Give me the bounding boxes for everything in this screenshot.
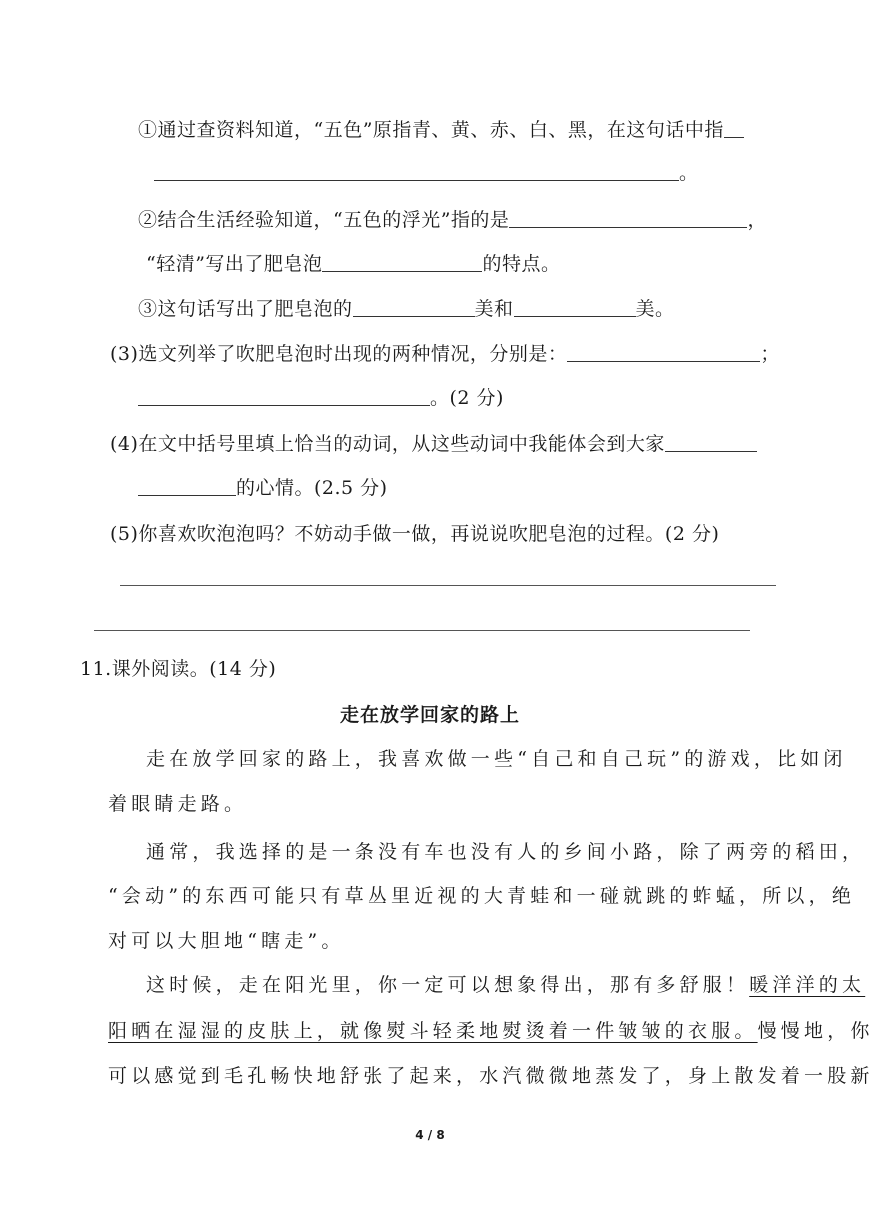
answer-line[interactable]	[94, 630, 750, 631]
q10-2-item3-end: 美。	[635, 298, 675, 320]
passage-p1-line1: 走在放学回家的路上，我喜欢做一些“自己和自己玩”的游戏，比如闭	[146, 748, 847, 770]
q11-heading	[80, 656, 276, 682]
q10-4-line2-end: 的心情。(2.5 分)	[236, 477, 388, 499]
q10-3-line2	[138, 385, 504, 411]
q10-3-text: (3)选文列举了吹肥皂泡时出现的两种情况，分别是：	[110, 343, 568, 365]
passage-p3-plain: 这时候，走在阳光里，你一定可以想象得出，那有多舒服！	[146, 974, 750, 996]
passage-p3-plain2: 慢慢地，你	[757, 1020, 874, 1042]
q10-2-item2b-text: “轻清”写出了肥皂泡	[146, 253, 323, 275]
q10-5-text: (5)你喜欢吹泡泡吗？不妨动手做一做，再说说吹肥皂泡的过程。(2 分)	[110, 523, 720, 545]
passage-p2-line2: “会动”的东西可能只有草丛里近视的大青蛙和一碰就跳的蚱蜢，所以，绝	[108, 885, 856, 907]
q10-3-line2-end: 。(2 分)	[430, 387, 504, 409]
q11-heading-text: 11.课外阅读。(14 分)	[80, 658, 277, 680]
q10-2-item3-text: ③这句话写出了肥皂泡的	[138, 298, 353, 320]
q10-2-item1	[138, 117, 744, 143]
blank-field[interactable]	[724, 117, 744, 138]
q10-3-end: ；	[760, 343, 780, 365]
blank-field[interactable]	[138, 475, 236, 496]
passage-p3-line1	[146, 972, 865, 998]
blank-field[interactable]	[514, 296, 636, 317]
blank-field[interactable]	[665, 431, 757, 452]
q10-2-item2b-end: 的特点。	[482, 253, 561, 275]
blank-field[interactable]	[509, 207, 747, 228]
passage-p3-underlined-end: 阳晒在湿湿的皮肤上，就像熨斗轻柔地熨烫着一件皱皱的衣服。	[108, 1020, 758, 1042]
q10-4	[110, 431, 757, 457]
passage-p2-line1: 通常，我选择的是一条没有车也没有人的乡间小路，除了两旁的稻田，	[146, 841, 866, 863]
q10-2-item2-text: ②结合生活经验知道，“五色的浮光”指的是	[138, 209, 510, 231]
passage-p3-line3: 可以感觉到毛孔畅快地舒张了起来，水汽微微地蒸发了，身上散发着一股新	[108, 1065, 874, 1087]
passage-p2-line3: 对可以大胆地“瞎走”。	[108, 930, 345, 952]
q10-2-item3-mid: 美和	[474, 298, 514, 320]
q10-4-line2	[138, 475, 388, 501]
passage-p1-line2: 着眼睛走路。	[108, 793, 248, 815]
q10-2-item2b	[146, 251, 560, 277]
q10-3	[110, 341, 780, 367]
q10-4-text: (4)在文中括号里填上恰当的动词，从这些动词中我能体会到大家	[110, 433, 665, 455]
blank-field[interactable]	[322, 251, 482, 272]
blank-field[interactable]	[138, 385, 430, 406]
q10-2-item1-text: ①通过查资料知道，“五色”原指青、黄、赤、白、黑，在这句话中指	[138, 119, 724, 141]
answer-line[interactable]	[120, 585, 776, 586]
blank-field[interactable]	[567, 341, 760, 362]
passage-title: 走在放学回家的路上	[339, 704, 520, 726]
q10-2-item2-end: ，	[747, 209, 767, 231]
q10-2-item1-line2	[154, 160, 699, 186]
passage-p3-line2	[108, 1018, 874, 1044]
q10-2-item3	[138, 296, 675, 322]
page-number: 4 / 8	[415, 1128, 445, 1142]
passage-p3-underlined-start: 暖洋洋的太	[749, 974, 866, 996]
blank-field[interactable]	[353, 296, 475, 317]
blank-field[interactable]	[154, 160, 679, 181]
q10-2-item1-end: 。	[679, 162, 699, 184]
q10-2-item2	[138, 207, 767, 233]
q10-5	[110, 521, 719, 547]
